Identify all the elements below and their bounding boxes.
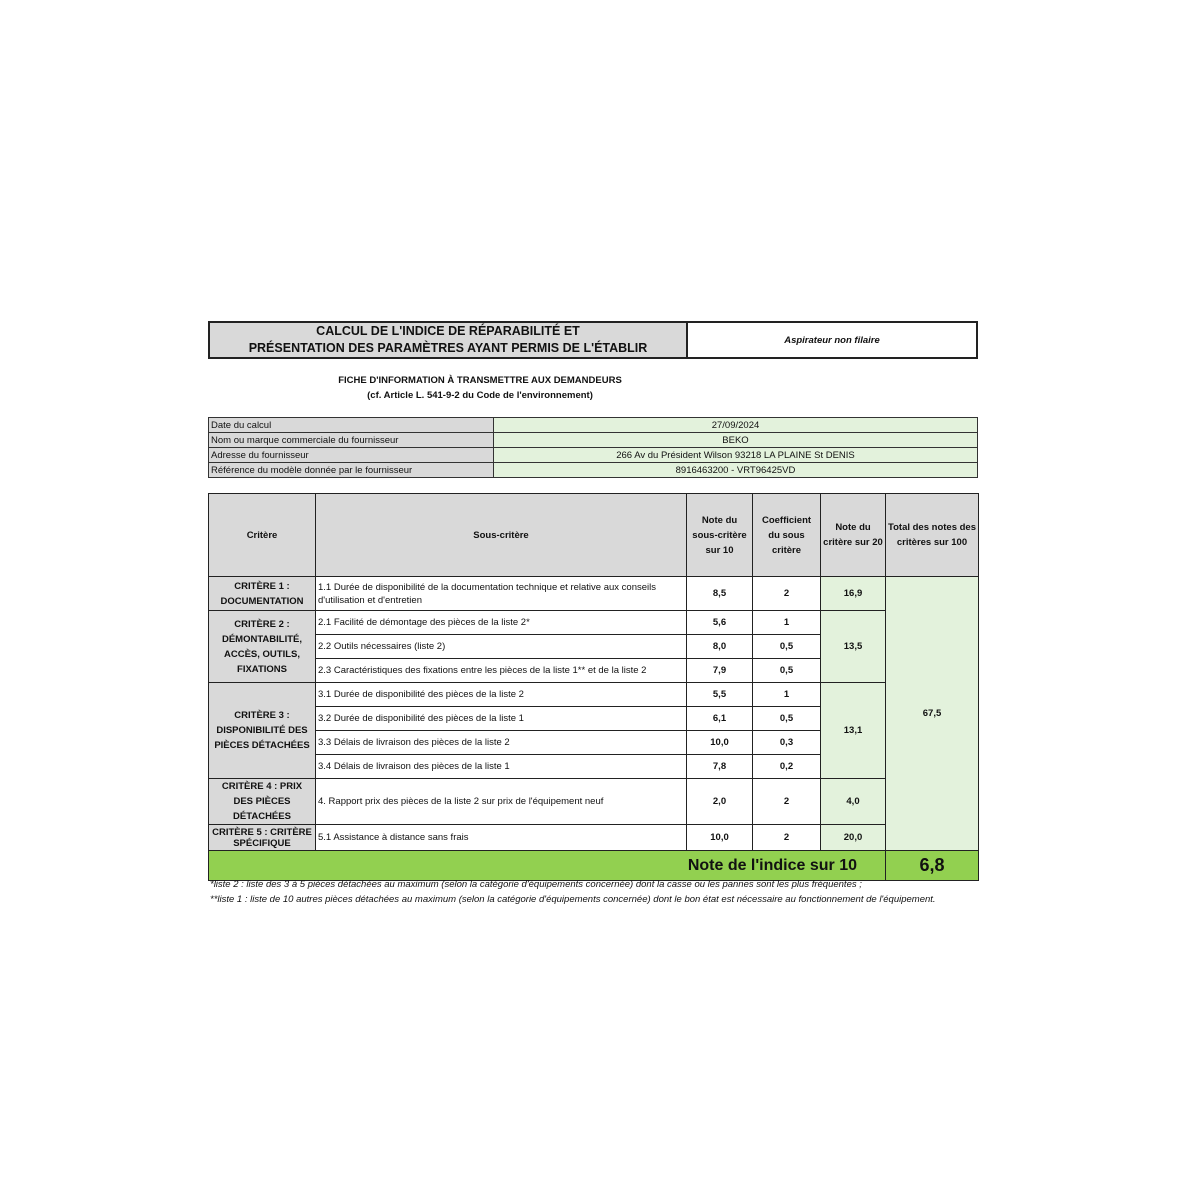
subcriterion-label: 3.1 Durée de disponibilité des pièces de la liste 2 (316, 683, 687, 707)
footnote-liste-2: *liste 2 : liste des 3 à 5 pièces détachées au maximum (selon la catégorie d'équipements concernée) dont la casse ou les pannes sont les plus fréquentes ; (210, 879, 862, 890)
subcriterion-coef: 0,5 (753, 707, 821, 731)
criterion-3-name: CRITÈRE 3 : DISPONIBILITÉ DES PIÈCES DÉTACHÉES (209, 683, 316, 779)
info-value: 8916463200 - VRT96425VD (494, 463, 978, 478)
subcriterion-coef: 1 (753, 611, 821, 635)
subcriterion-label: 1.1 Durée de disponibilité de la documentation technique et relative aux conseils d'utilisation et d'entretien (316, 577, 687, 611)
info-row-address (209, 448, 978, 463)
subtitle-line-1: FICHE D'INFORMATION À TRANSMETTRE AUX DEMANDEURS (338, 375, 622, 386)
subcriterion-coef: 0,5 (753, 659, 821, 683)
form-subtitle (270, 373, 690, 403)
subcriterion-note: 5,5 (687, 683, 753, 707)
criterion-note20: 16,9 (821, 577, 886, 611)
info-label: Nom ou marque commerciale du fournisseur (209, 433, 494, 448)
subcriterion-label: 2.2 Outils nécessaires (liste 2) (316, 635, 687, 659)
criterion-note20: 4,0 (821, 779, 886, 825)
subcriterion-note: 6,1 (687, 707, 753, 731)
supplier-info-table (208, 417, 978, 478)
subcriterion-coef: 0,3 (753, 731, 821, 755)
subcriterion-note: 10,0 (687, 731, 753, 755)
info-value: BEKO (494, 433, 978, 448)
subcriterion-coef: 1 (753, 683, 821, 707)
info-row-reference (209, 463, 978, 478)
total-score-100: 67,5 (886, 577, 979, 851)
subcriterion-coef: 0,2 (753, 755, 821, 779)
final-score-row (209, 851, 979, 881)
info-value: 27/09/2024 (494, 418, 978, 433)
criterion-note20: 20,0 (821, 825, 886, 851)
criterion-4-name: CRITÈRE 4 : PRIX DES PIÈCES DÉTACHÉES (209, 779, 316, 825)
subcriterion-label: 2.1 Facilité de démontage des pièces de la liste 2* (316, 611, 687, 635)
header-sous-critere: Sous-critère (316, 494, 687, 577)
title-line-1: CALCUL DE L'INDICE DE RÉPARABILITÉ ET (316, 324, 580, 338)
info-label: Référence du modèle donnée par le fournisseur (209, 463, 494, 478)
header-critere: Critère (209, 494, 316, 577)
criterion-5-name: CRITÈRE 5 : CRITÈRE SPÉCIFIQUE (209, 825, 316, 851)
footnote-liste-1: **liste 1 : liste de 10 autres pièces détachées au maximum (selon la catégorie d'équipements concernée) dont le bon état est nécessaire au fonctionnement de l'équipement. (210, 894, 936, 905)
subcriterion-label: 5.1 Assistance à distance sans frais (316, 825, 687, 851)
subcriterion-coef: 2 (753, 577, 821, 611)
subcriterion-note: 8,0 (687, 635, 753, 659)
table-row (209, 611, 979, 635)
table-header-row (209, 494, 979, 577)
subcriterion-note: 8,5 (687, 577, 753, 611)
subcriterion-label: 3.4 Délais de livraison des pièces de la liste 1 (316, 755, 687, 779)
subcriterion-note: 2,0 (687, 779, 753, 825)
subtitle-line-2: (cf. Article L. 541-9-2 du Code de l'environnement) (367, 390, 593, 401)
footnotes (210, 877, 970, 907)
product-type-box (686, 321, 978, 359)
header-note20: Note du critère sur 20 (821, 494, 886, 577)
final-score-value: 6,8 (886, 851, 979, 881)
subcriterion-label: 2.3 Caractéristiques des fixations entre les pièces de la liste 1** et de la liste 2 (316, 659, 687, 683)
subcriterion-coef: 2 (753, 825, 821, 851)
product-type: Aspirateur non filaire (784, 334, 880, 346)
repairability-score-table (208, 493, 979, 881)
header-total: Total des notes des critères sur 100 (886, 494, 979, 577)
criterion-1-name: CRITÈRE 1 : DOCUMENTATION (209, 577, 316, 611)
table-row (209, 825, 979, 851)
subcriterion-label: 3.3 Délais de livraison des pièces de la liste 2 (316, 731, 687, 755)
info-row-date (209, 418, 978, 433)
subcriterion-note: 10,0 (687, 825, 753, 851)
info-value: 266 Av du Président Wilson 93218 LA PLAINE St DENIS (494, 448, 978, 463)
subcriterion-coef: 2 (753, 779, 821, 825)
info-label: Adresse du fournisseur (209, 448, 494, 463)
final-score-label: Note de l'indice sur 10 (209, 851, 886, 881)
table-row (209, 577, 979, 611)
title-box (208, 321, 688, 359)
subcriterion-note: 7,9 (687, 659, 753, 683)
table-row (209, 683, 979, 707)
info-label: Date du calcul (209, 418, 494, 433)
subcriterion-note: 5,6 (687, 611, 753, 635)
subcriterion-label: 4. Rapport prix des pièces de la liste 2 sur prix de l'équipement neuf (316, 779, 687, 825)
info-row-brand (209, 433, 978, 448)
header-note10: Note du sous-critère sur 10 (687, 494, 753, 577)
subcriterion-note: 7,8 (687, 755, 753, 779)
title-line-2: PRÉSENTATION DES PARAMÈTRES AYANT PERMIS DE L'ÉTABLIR (248, 341, 648, 355)
subcriterion-coef: 0,5 (753, 635, 821, 659)
subcriterion-label: 3.2 Durée de disponibilité des pièces de la liste 1 (316, 707, 687, 731)
criterion-note20: 13,5 (821, 611, 886, 683)
criterion-2-name: CRITÈRE 2 : DÉMONTABILITÉ, ACCÈS, OUTILS, FIXATIONS (209, 611, 316, 683)
table-row (209, 779, 979, 825)
criterion-note20: 13,1 (821, 683, 886, 779)
header-coef: Coefficient du sous critère (753, 494, 821, 577)
